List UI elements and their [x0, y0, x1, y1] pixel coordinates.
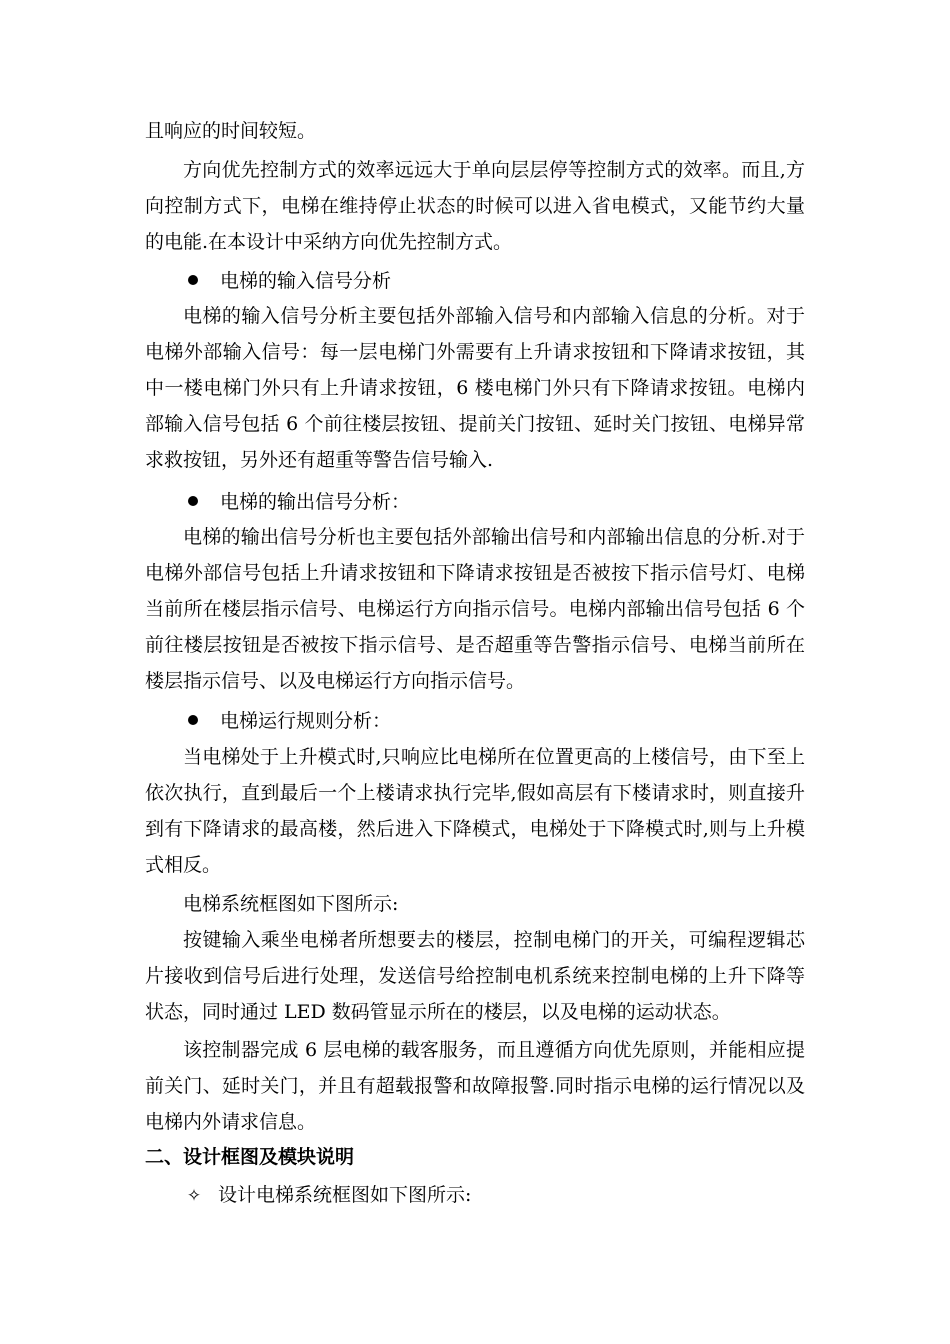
- bullet-item-rules: [188, 703, 391, 739]
- text-line: 电梯外部信号包括上升请求按钮和下降请求按钮是否被按下指示信号灯、电梯: [145, 562, 805, 584]
- paragraph-6: [145, 886, 805, 922]
- text-line: 电梯系统框图如下图所示:: [183, 893, 399, 915]
- text-line: 前关门、延时关门，并且有超载报警和故障报警.同时指示电梯的运行情况以及: [145, 1075, 805, 1097]
- text-line: 的电能.在本设计中采纳方向优先控制方式。: [145, 231, 513, 253]
- paragraph-3: [145, 298, 805, 478]
- text-line: 电梯的输入信号分析主要包括外部输入信号和内部输入信息的分析。对于: [183, 305, 805, 327]
- bullet-item-output: [188, 484, 410, 520]
- paragraph-2: [145, 152, 805, 260]
- text-line: 电梯内外请求信息。: [145, 1111, 317, 1133]
- text-line: 依次执行，直到最后一个上楼请求执行完毕,假如高层有下楼请求时，则直接升: [145, 782, 805, 804]
- bullet-text: 电梯运行规则分析：: [220, 710, 392, 732]
- bullet-dot-icon: [188, 496, 198, 506]
- paragraph-1: [145, 113, 805, 149]
- bullet-text: 电梯的输出信号分析：: [220, 491, 411, 513]
- paragraph-5: [145, 739, 805, 883]
- text-line: 状态，同时通过 LED 数码管显示所在的楼层，以及电梯的运动状态。: [145, 1001, 731, 1023]
- text-line: 该控制器完成 6 层电梯的载客服务，而且遵循方向优先原则，并能相应提: [183, 1039, 805, 1061]
- text-line: 电梯外部输入信号：每一层电梯门外需要有上升请求按钮和下降请求按钮，其: [145, 341, 805, 363]
- paragraph-4: [145, 519, 805, 699]
- bullet-text: 电梯的输入信号分析: [220, 270, 392, 292]
- text-line: 求救按钮，另外还有超重等警告信号输入.: [145, 449, 494, 471]
- text-line: 电梯的输出信号分析也主要包括外部输出信号和内部输出信息的分析.对于: [183, 526, 805, 548]
- text-line: 式相反。: [145, 854, 222, 876]
- diamond-star-icon: ✧: [186, 1186, 202, 1206]
- text-line: 当前所在楼层指示信号、电梯运行方向指示信号。电梯内部输出信号包括 6 个: [145, 598, 805, 620]
- diamond-list-item: [184, 1177, 471, 1213]
- text-line: 片接收到信号后进行处理，发送信号给控制电机系统来控制电梯的上升下降等: [145, 965, 805, 987]
- text-line: 且响应的时间较短。: [145, 120, 317, 142]
- bullet-dot-icon: [188, 275, 198, 285]
- text-line: 部输入信号包括 6 个前往楼层按钮、提前关门按钮、延时关门按钮、电梯异常: [145, 413, 805, 435]
- text-line: 到有下降请求的最高楼，然后进入下降模式，电梯处于下降模式时,则与上升模: [145, 818, 805, 840]
- bullet-item-input: [188, 263, 391, 299]
- text-line: 楼层指示信号、以及电梯运行方向指示信号。: [145, 670, 526, 692]
- text-line: 中一楼电梯门外只有上升请求按钮，6 楼电梯门外只有下降请求按钮。电梯内: [145, 377, 805, 399]
- paragraph-7: [145, 922, 805, 1030]
- bullet-dot-icon: [188, 715, 198, 725]
- text-line: 当电梯处于上升模式时,只响应比电梯所在位置更高的上楼信号，由下至上: [183, 746, 805, 768]
- paragraph-8: [145, 1032, 805, 1140]
- section-heading: 二、设计框图及模块说明: [145, 1146, 355, 1168]
- text-line: 前往楼层按钮是否被按下指示信号、是否超重等告警指示信号、电梯当前所在: [145, 634, 805, 656]
- text-line: 方向优先控制方式的效率远远大于单向层层停等控制方式的效率。而且,方: [183, 159, 805, 181]
- text-line: 向控制方式下，电梯在维持停止状态的时候可以进入省电模式，又能节约大量: [145, 195, 805, 217]
- text-line: 按键输入乘坐电梯者所想要去的楼层，控制电梯门的开关，可编程逻辑芯: [183, 929, 805, 951]
- diamond-item-text: 设计电梯系统框图如下图所示:: [218, 1184, 472, 1206]
